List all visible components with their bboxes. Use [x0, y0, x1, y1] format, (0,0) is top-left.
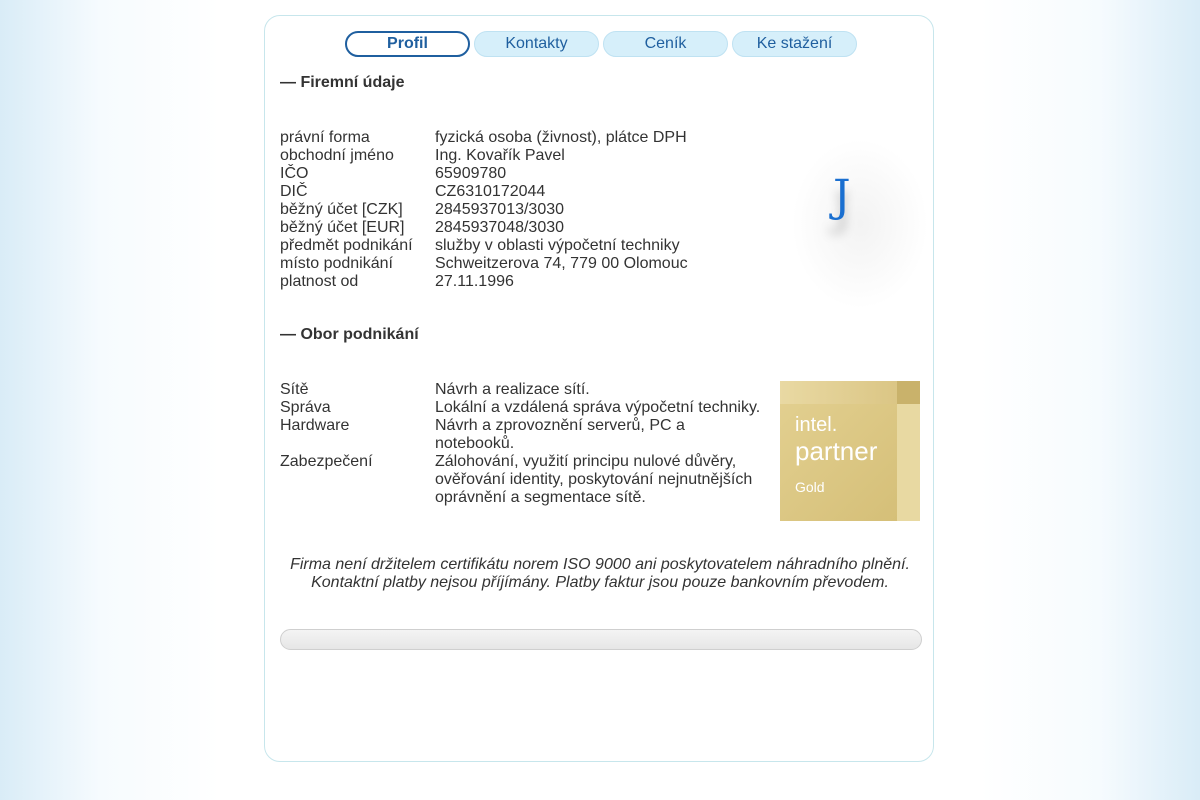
business-scope-table [280, 381, 765, 507]
row-key: právní forma [280, 129, 370, 146]
row-value: Lokální a vzdálená správa výpočetní techniky. [435, 399, 761, 416]
note-line-2: Kontaktní platby nejsou příjímány. Platby faktur jsou pouze bankovním převodem. [311, 574, 889, 591]
row-key: IČO [280, 165, 309, 182]
company-logo [780, 124, 940, 324]
row-value: fyzická osoba (živnost), plátce DPH [435, 129, 687, 146]
row-key: Zabezpečení [280, 453, 373, 470]
table-row [280, 165, 688, 183]
row-key: obchodní jméno [280, 147, 394, 164]
logo-mark: J [833, 171, 850, 222]
content-card [264, 15, 934, 762]
tab-ke-stazeni[interactable]: Ke stažení [732, 31, 857, 57]
table-row [280, 453, 765, 507]
tab-bar [345, 31, 857, 57]
disclaimer-note [280, 556, 920, 592]
tab-kontakty[interactable]: Kontakty [474, 31, 599, 57]
row-key: běžný účet [EUR] [280, 219, 405, 236]
badge-partner-text: partner [795, 436, 878, 466]
row-value: 65909780 [435, 165, 507, 182]
table-row [280, 399, 765, 417]
tab-cenik[interactable]: Ceník [603, 31, 728, 57]
row-value: Návrh a zprovoznění serverů, PC a notebooků. [435, 417, 685, 452]
badge-gold-text: Gold [795, 479, 825, 495]
row-key: platnost od [280, 273, 359, 290]
row-key: Správa [280, 399, 331, 416]
note-line-1: Firma není držitelem certifikátu norem ISO 9000 ani poskytovatelem náhradního plnění. [290, 556, 910, 573]
section-title-business-scope: — Obor podnikání [280, 326, 419, 343]
table-row [280, 129, 688, 147]
table-row [280, 417, 765, 453]
table-row [280, 255, 688, 273]
company-info-table [280, 129, 688, 291]
row-value: 2845937048/3030 [435, 219, 565, 236]
table-row [280, 219, 688, 237]
section-title-company-info: — Firemní údaje [280, 74, 405, 91]
row-value: 2845937013/3030 [435, 201, 565, 218]
row-value: 27.11.1996 [435, 273, 514, 290]
intel-partner-gold-badge [780, 381, 920, 521]
row-key: DIČ [280, 183, 308, 200]
row-value: Ing. Kovařík Pavel [435, 147, 565, 164]
row-key: místo podnikání [280, 255, 393, 272]
table-row [280, 201, 688, 219]
table-row [280, 381, 765, 399]
table-row [280, 237, 688, 255]
badge-corner [897, 381, 920, 404]
row-value: Návrh a realizace sítí. [435, 381, 590, 398]
row-key: Sítě [280, 381, 309, 398]
table-row [280, 147, 688, 165]
row-key: předmět podnikání [280, 237, 413, 254]
row-value: Schweitzerova 74, 779 00 Olomouc [435, 255, 688, 272]
table-row [280, 273, 688, 291]
badge-side [897, 404, 920, 521]
row-key: Hardware [280, 417, 350, 434]
row-value: Zálohování, využití principu nulové důvěry, ověřování identity, poskytování nejnutnějších oprávnění a segmentace sítě. [435, 453, 753, 506]
row-value: CZ6310172044 [435, 183, 546, 200]
table-row [280, 183, 688, 201]
row-value: služby v oblasti výpočetní techniky [435, 237, 680, 254]
tab-profil[interactable]: Profil [345, 31, 470, 57]
row-key: běžný účet [CZK] [280, 201, 403, 218]
footer-bar [280, 629, 922, 650]
badge-intel-text: intel. [795, 414, 838, 436]
